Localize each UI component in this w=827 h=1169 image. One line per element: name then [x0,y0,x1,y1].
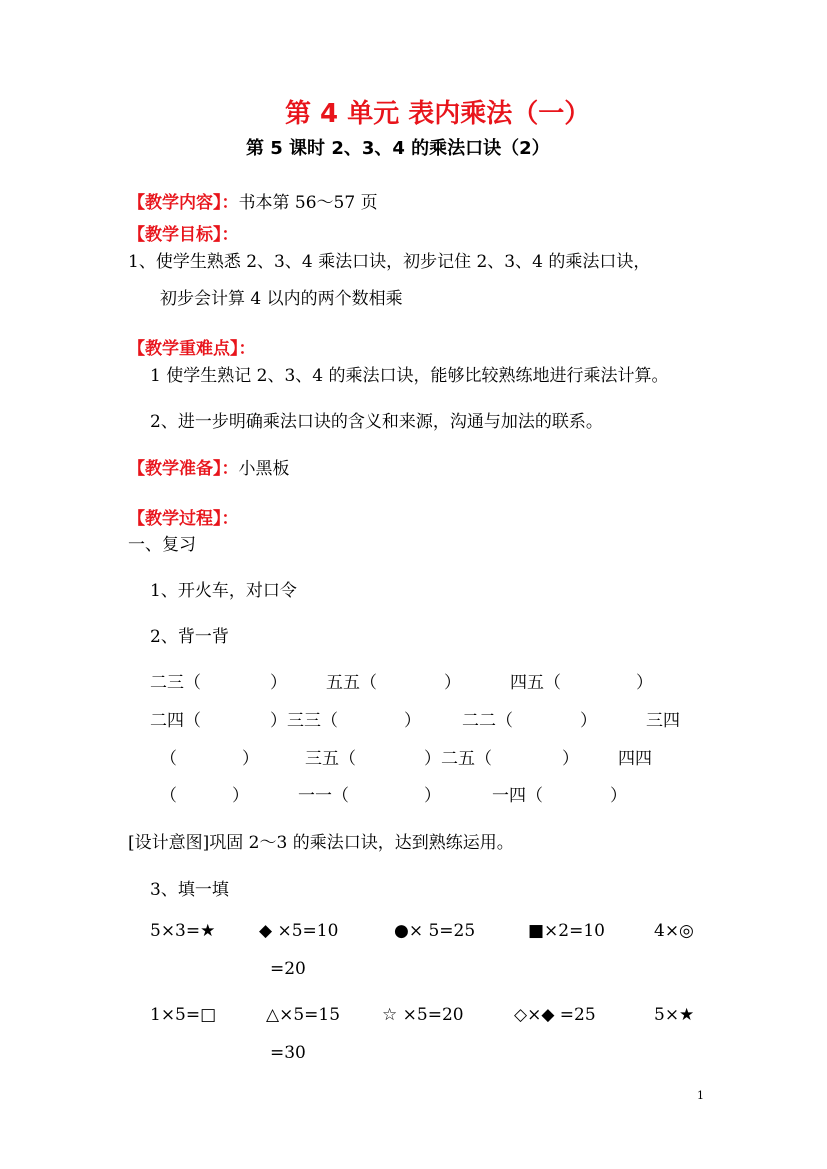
fill-row-2-c1: =20 [270,959,306,979]
recite-row-4-c5: 一四（ [492,786,543,806]
content-text: 书本第 56～57 页 [238,193,378,213]
prep-text: 小黑板 [238,459,290,479]
recite-row-4-c3: 一一（ [298,786,349,806]
recite-row-3-c3: 三五（ [305,749,356,769]
process-label: 【教学过程】： [128,509,239,529]
recite-row-4-c2: ） [232,786,249,806]
item-1: 1、开火车，对口令 [150,581,297,601]
recite-row-2-c3: ） [404,711,421,731]
recite-row-2-c6: 三四 [646,711,680,731]
recite-row-1-c4: ） [444,673,461,693]
recite-row-4-c6: ） [610,786,627,806]
page-number: 1 [697,1089,704,1102]
fill-row-1-c5: 4×◎ [654,921,694,941]
prep-line [128,454,290,479]
recite-row-3-c6: 四四 [618,749,652,769]
fill-row-1-c2: ◆ ×5=10 [259,921,339,941]
page-title: 第 4 单元 表内乘法（一） [285,99,591,129]
fill-row-1-c1: 5×3=★ [150,921,216,941]
fill-row-4-c1: =30 [270,1043,306,1063]
content-label: 【教学内容】： [128,193,239,213]
design-note: [设计意图]巩固 2～3 的乘法口诀，达到熟练运用。 [128,833,514,853]
item-3: 3、填一填 [150,880,229,900]
recite-row-2-c4: 二二（ [462,711,513,731]
recite-row-4-c1: （ [160,786,177,806]
goals-line-2: 初步会计算 4 以内的两个数相乘 [160,289,403,309]
lesson-subtitle: 第 5 课时 2、3、4 的乘法口诀（2） [246,138,550,159]
recite-row-1-c2: ） [270,673,287,693]
keypoints-label: 【教学重难点】： [128,339,256,359]
review-heading: 一、复习 [128,535,196,555]
recite-row-1-c3: 五五（ [326,673,377,693]
keypoints-line-2: 2、进一步明确乘法口诀的含义和来源，沟通与加法的联系。 [150,412,603,432]
recite-row-2-c5: ） [580,711,597,731]
keypoints-line-1: 1 使学生熟记 2、3、4 的乘法口诀，能够比较熟练地进行乘法计算。 [150,366,669,386]
recite-row-2-c2: ）三三（ [270,711,338,731]
fill-row-1-c3: ●× 5=25 [394,921,476,941]
recite-row-3-c2: ） [242,749,259,769]
goals-line-1: 1、使学生熟悉 2、3、4 乘法口诀，初步记住 2、3、4 的乘法口诀， [128,252,651,272]
fill-row-3-c3: ☆ ×5=20 [382,1005,464,1025]
goals-label: 【教学目标】： [128,225,239,245]
recite-row-1-c1: 二三（ [150,673,201,693]
fill-row-3-c1: 1×5=□ [150,1005,217,1025]
fill-row-3-c5: 5×★ [654,1005,695,1025]
recite-row-2-c1: 二四（ [150,711,201,731]
fill-row-3-c2: △×5=15 [266,1005,341,1025]
recite-row-1-c5: 四五（ [510,673,561,693]
fill-row-3-c4: ◇×◆ =25 [514,1005,596,1025]
fill-row-1-c4: ■×2=10 [528,921,605,941]
recite-row-1-c6: ） [636,673,653,693]
recite-row-3-c1: （ [160,749,177,769]
prep-label: 【教学准备】： [128,459,239,479]
recite-row-4-c4: ） [424,786,441,806]
item-2: 2、背一背 [150,627,229,647]
content-line [128,188,378,213]
recite-row-3-c4: ）二五（ [424,749,492,769]
recite-row-3-c5: ） [562,749,579,769]
